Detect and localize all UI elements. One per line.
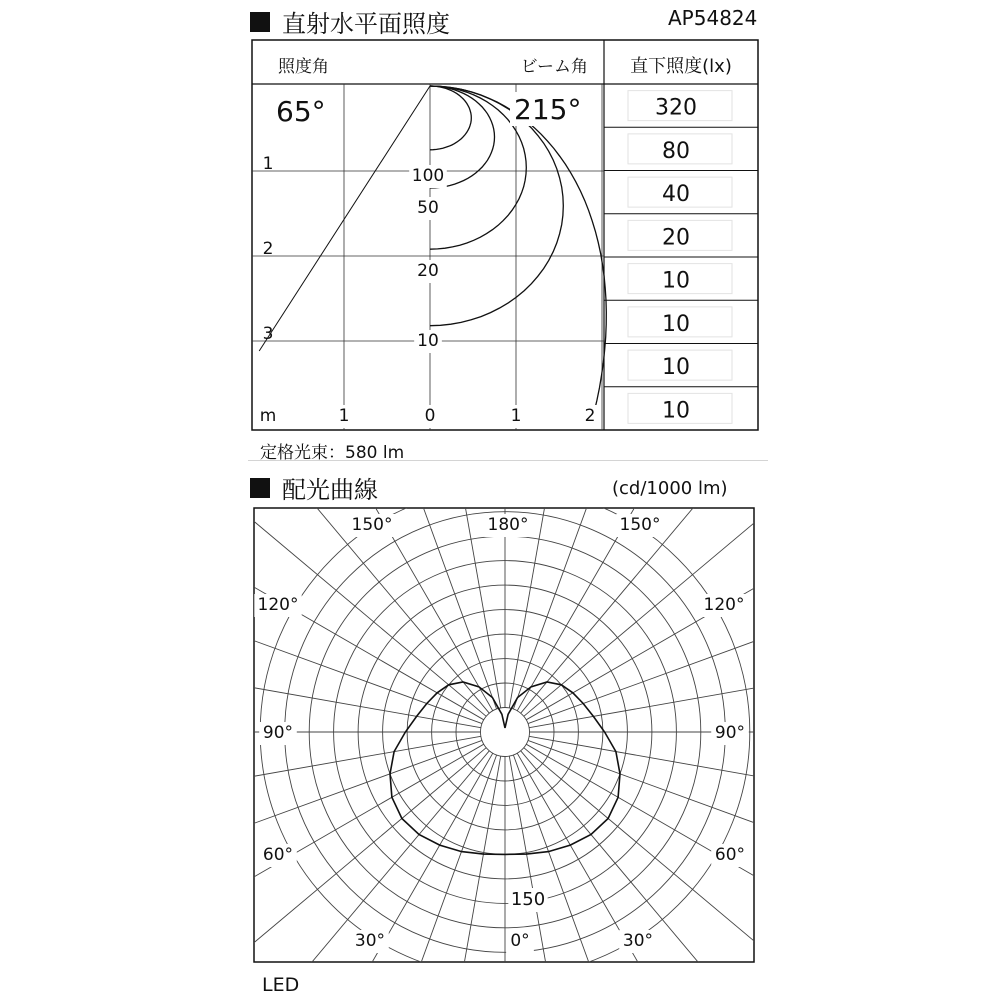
x-tick-label: 1 — [338, 406, 350, 426]
axis-unit-m: m — [259, 406, 277, 426]
section-bullet-icon — [250, 478, 270, 498]
column-header-lux: 直下照度(lx) — [630, 56, 732, 77]
distribution-title-text: 配光曲線 — [282, 476, 378, 504]
lux-value: 320 — [655, 95, 697, 121]
column-header-angle: 照度角 — [278, 57, 329, 77]
polar-angle-label: 180° — [487, 515, 529, 535]
polar-angle-label: 90° — [714, 723, 746, 743]
contour-label: 20 — [417, 261, 439, 281]
y-tick-label: 2 — [262, 239, 274, 259]
illuminance-title-text: 直射水平面照度 — [282, 10, 450, 38]
lux-value: 10 — [662, 268, 690, 294]
polar-frame — [254, 508, 754, 962]
polar-angle-label: 90° — [262, 723, 294, 743]
polar-radius-label: 150 — [510, 889, 546, 910]
model-number: AP54824 — [668, 6, 758, 30]
lux-value: 10 — [662, 355, 690, 381]
illuminance-chart — [0, 0, 1000, 470]
polar-angle-label: 60° — [262, 845, 294, 865]
illuminance-labels — [260, 56, 732, 428]
lux-value: 10 — [662, 311, 690, 337]
column-header-beam: ビーム角 — [520, 57, 588, 77]
illuminance-curves — [259, 86, 606, 413]
illuminance-angle-value: 65° — [276, 95, 326, 128]
lux-value: 20 — [662, 225, 690, 251]
lux-value: 10 — [662, 398, 690, 424]
x-tick-label: 1 — [510, 406, 522, 426]
x-tick-label: 2 — [584, 406, 596, 426]
polar-angle-label: 30° — [622, 931, 654, 951]
contour-label: 10 — [417, 331, 439, 351]
polar-angle-label: 30° — [354, 931, 386, 951]
y-tick-label: 1 — [262, 154, 274, 174]
light-source-label: LED — [262, 974, 300, 996]
y-tick-label: 3 — [262, 324, 274, 344]
polar-chart — [0, 500, 1000, 970]
contour-label: 50 — [417, 198, 439, 218]
lux-value: 80 — [662, 138, 690, 164]
section-divider — [248, 460, 768, 461]
polar-angle-label: 60° — [714, 845, 746, 865]
lux-value: 40 — [662, 182, 690, 208]
polar-angle-label: 150° — [619, 515, 661, 535]
rated-flux: 定格光束：580 lm — [260, 443, 405, 463]
polar-angle-label: 0° — [510, 931, 530, 951]
beam-angle-value: 215° — [514, 93, 582, 126]
polar-angle-label: 150° — [351, 515, 393, 535]
contour-100lx — [430, 86, 471, 150]
x-tick-label: 0 — [424, 406, 436, 426]
polar-angle-label: 120° — [703, 595, 745, 615]
distribution-unit: (cd/1000 lm) — [612, 478, 728, 499]
contour-label: 100 — [411, 166, 445, 186]
polar-angle-label: 120° — [257, 595, 299, 615]
